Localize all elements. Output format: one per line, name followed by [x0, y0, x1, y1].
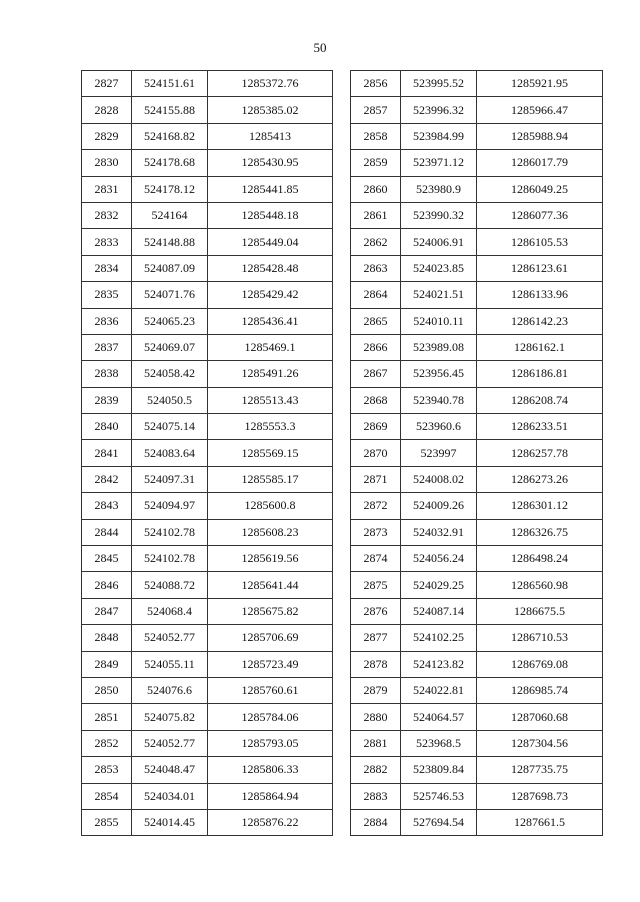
y-coordinate-cell: 1285921.95 [477, 71, 603, 97]
y-coordinate-cell: 1285864.94 [208, 783, 333, 809]
table-row [82, 598, 333, 624]
y-coordinate-cell: 1286105.53 [477, 229, 603, 255]
table-row [82, 677, 333, 703]
coordinates-table-right [350, 70, 603, 836]
point-number-cell: 2861 [351, 202, 401, 228]
page-number: 50 [313, 40, 327, 55]
x-coordinate-cell: 524155.88 [132, 97, 208, 123]
y-coordinate-cell: 1286142.23 [477, 308, 603, 334]
y-coordinate-cell: 1286675.5 [477, 598, 603, 624]
y-coordinate-cell: 1286233.51 [477, 414, 603, 440]
point-number-cell: 2863 [351, 255, 401, 281]
point-number-cell: 2862 [351, 229, 401, 255]
x-coordinate-cell: 524178.68 [132, 150, 208, 176]
table-row [351, 71, 603, 97]
y-coordinate-cell: 1285413 [208, 123, 333, 149]
x-coordinate-cell: 523984.99 [401, 123, 477, 149]
table-row [351, 704, 603, 730]
x-coordinate-cell: 524151.61 [132, 71, 208, 97]
point-number-cell: 2884 [351, 809, 401, 835]
y-coordinate-cell: 1285608.23 [208, 519, 333, 545]
table-row [351, 757, 603, 783]
y-coordinate-cell: 1286273.26 [477, 466, 603, 492]
x-coordinate-cell: 524071.76 [132, 282, 208, 308]
x-coordinate-cell: 524164 [132, 202, 208, 228]
table-row [82, 466, 333, 492]
x-coordinate-cell: 524034.01 [132, 783, 208, 809]
y-coordinate-cell: 1286326.75 [477, 519, 603, 545]
table-row [82, 361, 333, 387]
y-coordinate-cell: 1285491.26 [208, 361, 333, 387]
point-number-cell: 2847 [82, 598, 132, 624]
x-coordinate-cell: 524087.09 [132, 255, 208, 281]
y-coordinate-cell: 1285876.22 [208, 809, 333, 835]
point-number-cell: 2832 [82, 202, 132, 228]
y-coordinate-cell: 1286208.74 [477, 387, 603, 413]
y-coordinate-cell: 1285793.05 [208, 730, 333, 756]
x-coordinate-cell: 523956.45 [401, 361, 477, 387]
x-coordinate-cell: 523990.32 [401, 202, 477, 228]
table-row [82, 625, 333, 651]
y-coordinate-cell: 1285441.85 [208, 176, 333, 202]
point-number-cell: 2865 [351, 308, 401, 334]
x-coordinate-cell: 524056.24 [401, 546, 477, 572]
y-coordinate-cell: 1286162.1 [477, 334, 603, 360]
point-number-cell: 2833 [82, 229, 132, 255]
point-number-cell: 2852 [82, 730, 132, 756]
y-coordinate-cell: 1285569.15 [208, 440, 333, 466]
point-number-cell: 2848 [82, 625, 132, 651]
x-coordinate-cell: 524068.4 [132, 598, 208, 624]
table-row [82, 783, 333, 809]
x-coordinate-cell: 524014.45 [132, 809, 208, 835]
point-number-cell: 2868 [351, 387, 401, 413]
table-row [351, 387, 603, 413]
x-coordinate-cell: 524058.42 [132, 361, 208, 387]
x-coordinate-cell: 524075.82 [132, 704, 208, 730]
x-coordinate-cell: 523996.32 [401, 97, 477, 123]
x-coordinate-cell: 524008.02 [401, 466, 477, 492]
x-coordinate-cell: 524088.72 [132, 572, 208, 598]
table-row [82, 282, 333, 308]
x-coordinate-cell: 524009.26 [401, 493, 477, 519]
point-number-cell: 2858 [351, 123, 401, 149]
x-coordinate-cell: 523960.6 [401, 414, 477, 440]
y-coordinate-cell: 1285784.06 [208, 704, 333, 730]
x-coordinate-cell: 524050.5 [132, 387, 208, 413]
table-row [82, 730, 333, 756]
y-coordinate-cell: 1285428.48 [208, 255, 333, 281]
table-row [351, 625, 603, 651]
point-number-cell: 2843 [82, 493, 132, 519]
table-row [351, 255, 603, 281]
x-coordinate-cell: 524123.82 [401, 651, 477, 677]
x-coordinate-cell: 524052.77 [132, 625, 208, 651]
point-number-cell: 2855 [82, 809, 132, 835]
point-number-cell: 2859 [351, 150, 401, 176]
x-coordinate-cell: 527694.54 [401, 809, 477, 835]
point-number-cell: 2860 [351, 176, 401, 202]
y-coordinate-cell: 1286985.74 [477, 677, 603, 703]
x-coordinate-cell: 524087.14 [401, 598, 477, 624]
point-number-cell: 2845 [82, 546, 132, 572]
y-coordinate-cell: 1286017.79 [477, 150, 603, 176]
table-row [82, 97, 333, 123]
point-number-cell: 2849 [82, 651, 132, 677]
y-coordinate-cell: 1285641.44 [208, 572, 333, 598]
table-row [351, 730, 603, 756]
y-coordinate-cell: 1286133.96 [477, 282, 603, 308]
table-row [82, 123, 333, 149]
table-row [82, 414, 333, 440]
table-row [82, 440, 333, 466]
y-coordinate-cell: 1286498.24 [477, 546, 603, 572]
y-coordinate-cell: 1285429.42 [208, 282, 333, 308]
y-coordinate-cell: 1286710.53 [477, 625, 603, 651]
y-coordinate-cell: 1286077.36 [477, 202, 603, 228]
table-row [351, 809, 603, 835]
point-number-cell: 2830 [82, 150, 132, 176]
point-number-cell: 2866 [351, 334, 401, 360]
x-coordinate-cell: 524178.12 [132, 176, 208, 202]
y-coordinate-cell: 1286257.78 [477, 440, 603, 466]
x-coordinate-cell: 523980.9 [401, 176, 477, 202]
table-row [351, 493, 603, 519]
point-number-cell: 2834 [82, 255, 132, 281]
x-coordinate-cell: 523995.52 [401, 71, 477, 97]
x-coordinate-cell: 523940.78 [401, 387, 477, 413]
table-row [351, 308, 603, 334]
x-coordinate-cell: 524083.64 [132, 440, 208, 466]
point-number-cell: 2864 [351, 282, 401, 308]
x-coordinate-cell: 524029.25 [401, 572, 477, 598]
y-coordinate-cell: 1285385.02 [208, 97, 333, 123]
x-coordinate-cell: 524023.85 [401, 255, 477, 281]
y-coordinate-cell: 1285988.94 [477, 123, 603, 149]
table-row [82, 308, 333, 334]
point-number-cell: 2874 [351, 546, 401, 572]
y-coordinate-cell: 1286560.98 [477, 572, 603, 598]
table-row [82, 334, 333, 360]
x-coordinate-cell: 524075.14 [132, 414, 208, 440]
y-coordinate-cell: 1285430.95 [208, 150, 333, 176]
point-number-cell: 2883 [351, 783, 401, 809]
point-number-cell: 2842 [82, 466, 132, 492]
table-row [82, 572, 333, 598]
table-row [82, 202, 333, 228]
table-row [82, 651, 333, 677]
table-row [82, 71, 333, 97]
x-coordinate-cell: 524064.57 [401, 704, 477, 730]
x-coordinate-cell: 524102.78 [132, 546, 208, 572]
x-coordinate-cell: 524094.97 [132, 493, 208, 519]
point-number-cell: 2850 [82, 677, 132, 703]
y-coordinate-cell: 1286301.12 [477, 493, 603, 519]
table-row [82, 176, 333, 202]
table-row [351, 677, 603, 703]
point-number-cell: 2851 [82, 704, 132, 730]
x-coordinate-cell: 524022.81 [401, 677, 477, 703]
table-row [351, 546, 603, 572]
point-number-cell: 2844 [82, 519, 132, 545]
point-number-cell: 2838 [82, 361, 132, 387]
table-row [351, 334, 603, 360]
x-coordinate-cell: 524148.88 [132, 229, 208, 255]
point-number-cell: 2827 [82, 71, 132, 97]
y-coordinate-cell: 1287735.75 [477, 757, 603, 783]
x-coordinate-cell: 523971.12 [401, 150, 477, 176]
x-coordinate-cell: 524168.82 [132, 123, 208, 149]
y-coordinate-cell: 1285372.76 [208, 71, 333, 97]
y-coordinate-cell: 1286123.61 [477, 255, 603, 281]
table-row [351, 150, 603, 176]
point-number-cell: 2856 [351, 71, 401, 97]
y-coordinate-cell: 1286186.81 [477, 361, 603, 387]
point-number-cell: 2846 [82, 572, 132, 598]
x-coordinate-cell: 524006.91 [401, 229, 477, 255]
y-coordinate-cell: 1287060.68 [477, 704, 603, 730]
x-coordinate-cell: 523989.08 [401, 334, 477, 360]
y-coordinate-cell: 1285675.82 [208, 598, 333, 624]
point-number-cell: 2831 [82, 176, 132, 202]
y-coordinate-cell: 1285449.04 [208, 229, 333, 255]
point-number-cell: 2839 [82, 387, 132, 413]
y-coordinate-cell: 1285706.69 [208, 625, 333, 651]
y-coordinate-cell: 1285723.49 [208, 651, 333, 677]
x-coordinate-cell: 523968.5 [401, 730, 477, 756]
table-row [82, 387, 333, 413]
point-number-cell: 2854 [82, 783, 132, 809]
x-coordinate-cell: 523809.84 [401, 757, 477, 783]
table-row [351, 598, 603, 624]
point-number-cell: 2879 [351, 677, 401, 703]
point-number-cell: 2878 [351, 651, 401, 677]
y-coordinate-cell: 1286769.08 [477, 651, 603, 677]
point-number-cell: 2853 [82, 757, 132, 783]
point-number-cell: 2872 [351, 493, 401, 519]
x-coordinate-cell: 525746.53 [401, 783, 477, 809]
table-row [351, 202, 603, 228]
point-number-cell: 2876 [351, 598, 401, 624]
point-number-cell: 2881 [351, 730, 401, 756]
point-number-cell: 2835 [82, 282, 132, 308]
table-row [351, 651, 603, 677]
table-row [82, 150, 333, 176]
table-row [82, 519, 333, 545]
x-coordinate-cell: 524069.07 [132, 334, 208, 360]
point-number-cell: 2841 [82, 440, 132, 466]
table-row [82, 704, 333, 730]
y-coordinate-cell: 1285448.18 [208, 202, 333, 228]
x-coordinate-cell: 524102.78 [132, 519, 208, 545]
y-coordinate-cell: 1285760.61 [208, 677, 333, 703]
table-row [82, 493, 333, 519]
table-row [82, 546, 333, 572]
point-number-cell: 2829 [82, 123, 132, 149]
y-coordinate-cell: 1287698.73 [477, 783, 603, 809]
table-row [351, 519, 603, 545]
point-number-cell: 2873 [351, 519, 401, 545]
table-row [351, 361, 603, 387]
table-row [351, 176, 603, 202]
x-coordinate-cell: 523997 [401, 440, 477, 466]
table-row [351, 572, 603, 598]
table-row [82, 229, 333, 255]
x-coordinate-cell: 524052.77 [132, 730, 208, 756]
table-row [82, 757, 333, 783]
x-coordinate-cell: 524102.25 [401, 625, 477, 651]
point-number-cell: 2828 [82, 97, 132, 123]
point-number-cell: 2871 [351, 466, 401, 492]
table-row [351, 440, 603, 466]
point-number-cell: 2877 [351, 625, 401, 651]
table-row [351, 282, 603, 308]
point-number-cell: 2840 [82, 414, 132, 440]
table-row [351, 97, 603, 123]
table-row [351, 123, 603, 149]
table-row [351, 783, 603, 809]
table-row [82, 809, 333, 835]
y-coordinate-cell: 1285600.8 [208, 493, 333, 519]
point-number-cell: 2857 [351, 97, 401, 123]
y-coordinate-cell: 1287661.5 [477, 809, 603, 835]
point-number-cell: 2882 [351, 757, 401, 783]
table-row [351, 414, 603, 440]
x-coordinate-cell: 524055.11 [132, 651, 208, 677]
y-coordinate-cell: 1285585.17 [208, 466, 333, 492]
y-coordinate-cell: 1285436.41 [208, 308, 333, 334]
point-number-cell: 2869 [351, 414, 401, 440]
y-coordinate-cell: 1285966.47 [477, 97, 603, 123]
table-row [351, 466, 603, 492]
x-coordinate-cell: 524032.91 [401, 519, 477, 545]
x-coordinate-cell: 524076.6 [132, 677, 208, 703]
x-coordinate-cell: 524048.47 [132, 757, 208, 783]
x-coordinate-cell: 524010.11 [401, 308, 477, 334]
coordinates-table-left [81, 70, 333, 836]
y-coordinate-cell: 1287304.56 [477, 730, 603, 756]
y-coordinate-cell: 1285469.1 [208, 334, 333, 360]
y-coordinate-cell: 1285553.3 [208, 414, 333, 440]
y-coordinate-cell: 1285806.33 [208, 757, 333, 783]
y-coordinate-cell: 1285619.56 [208, 546, 333, 572]
table-row [351, 229, 603, 255]
point-number-cell: 2837 [82, 334, 132, 360]
y-coordinate-cell: 1286049.25 [477, 176, 603, 202]
point-number-cell: 2870 [351, 440, 401, 466]
x-coordinate-cell: 524097.31 [132, 466, 208, 492]
y-coordinate-cell: 1285513.43 [208, 387, 333, 413]
table-row [82, 255, 333, 281]
x-coordinate-cell: 524021.51 [401, 282, 477, 308]
point-number-cell: 2880 [351, 704, 401, 730]
point-number-cell: 2867 [351, 361, 401, 387]
point-number-cell: 2875 [351, 572, 401, 598]
x-coordinate-cell: 524065.23 [132, 308, 208, 334]
point-number-cell: 2836 [82, 308, 132, 334]
